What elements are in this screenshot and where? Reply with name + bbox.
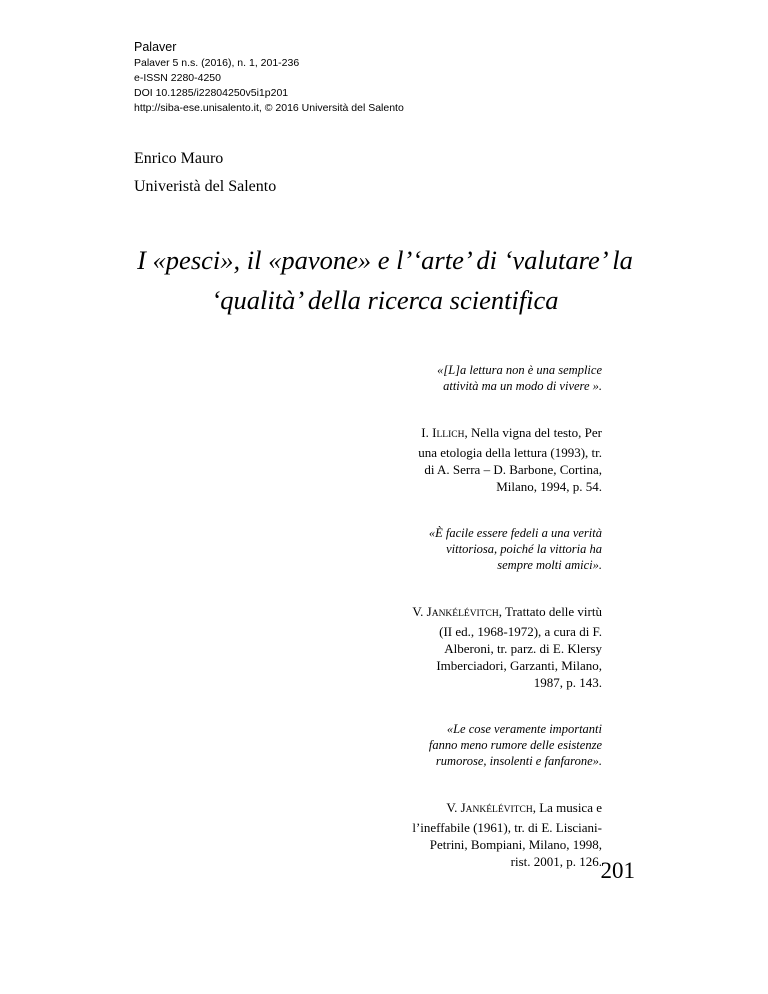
journal-header	[134, 38, 404, 116]
article-title	[100, 240, 670, 320]
title-line-1: I «pesci», il «pavone» e l’‘arte’ di ‘valutare’ la	[137, 245, 633, 275]
journal-doi: DOI 10.1285/i22804250v5i1p201	[134, 87, 289, 99]
source-author-smallcaps: LLICH	[436, 430, 465, 440]
source-author-smallcaps: ANKÉLÉVITCH	[431, 609, 499, 619]
source-line: una etologia della lettura (1993), tr.	[418, 445, 602, 460]
source-line: di A. Serra – D. Barbone, Cortina,	[424, 462, 602, 477]
epigraphs	[330, 362, 602, 870]
epigraph-source	[330, 603, 602, 691]
source-line	[330, 603, 602, 623]
epigraph-quote	[330, 362, 602, 394]
source-line: Alberoni, tr. parz. di E. Klersy	[444, 641, 602, 656]
source-line: l’ineffabile (1961), tr. di E. Lisciani-	[412, 820, 602, 835]
journal-url: http://siba-ese.unisalento.it, © 2016 Università del Salento	[134, 102, 404, 114]
source-author-smallcaps: ANKÉLÉVITCH	[465, 805, 533, 815]
journal-citation: Palaver 5 n.s. (2016), n. 1, 201-236	[134, 57, 300, 69]
quote-line: vittoriosa, poiché la vittoria ha	[446, 542, 602, 556]
source-line: Petrini, Bompiani, Milano, 1998,	[429, 837, 602, 852]
source-line	[330, 799, 602, 819]
author-affiliation: Univeristà del Salento	[134, 178, 277, 195]
source-line: rist. 2001, p. 126.	[510, 854, 602, 869]
source-line: Milano, 1994, p. 54.	[496, 479, 602, 494]
author-name: Enrico Mauro	[134, 150, 224, 167]
source-author-initial: V. J	[446, 800, 466, 815]
source-text: , Trattato delle virtù	[498, 604, 602, 619]
source-line	[330, 424, 602, 444]
quote-line: «È facile essere fedeli a una verità	[428, 526, 602, 540]
source-line: 1987, p. 143.	[533, 675, 602, 690]
epigraph-quote	[330, 721, 602, 769]
quote-line: sempre molti amici».	[497, 558, 602, 572]
author-block	[134, 145, 276, 201]
quote-line: «[L]a lettura non è una semplice	[437, 363, 602, 377]
quote-line: attività ma un modo di vivere ».	[443, 379, 602, 393]
quote-line: fanno meno rumore delle esistenze	[428, 738, 602, 752]
quote-line: «Le cose veramente importanti	[446, 722, 602, 736]
quote-line: rumorose, insolenti e fanfarone».	[435, 754, 602, 768]
source-text: , La musica e	[532, 800, 602, 815]
journal-name: Palaver	[134, 40, 177, 54]
source-text: , Nella vigna del testo, Per	[464, 425, 602, 440]
source-author-initial: V. J	[412, 604, 432, 619]
source-line: (II ed., 1968-1972), a cura di F.	[439, 624, 602, 639]
journal-issn: e-ISSN 2280-4250	[134, 72, 221, 84]
source-author-initial: I. I	[421, 425, 437, 440]
title-line-2: ‘qualità’ della ricerca scientifica	[211, 285, 559, 315]
page-number: 201	[600, 858, 635, 883]
epigraph-quote	[330, 525, 602, 573]
source-line: Imberciadori, Garzanti, Milano,	[436, 658, 602, 673]
epigraph-source	[330, 424, 602, 495]
